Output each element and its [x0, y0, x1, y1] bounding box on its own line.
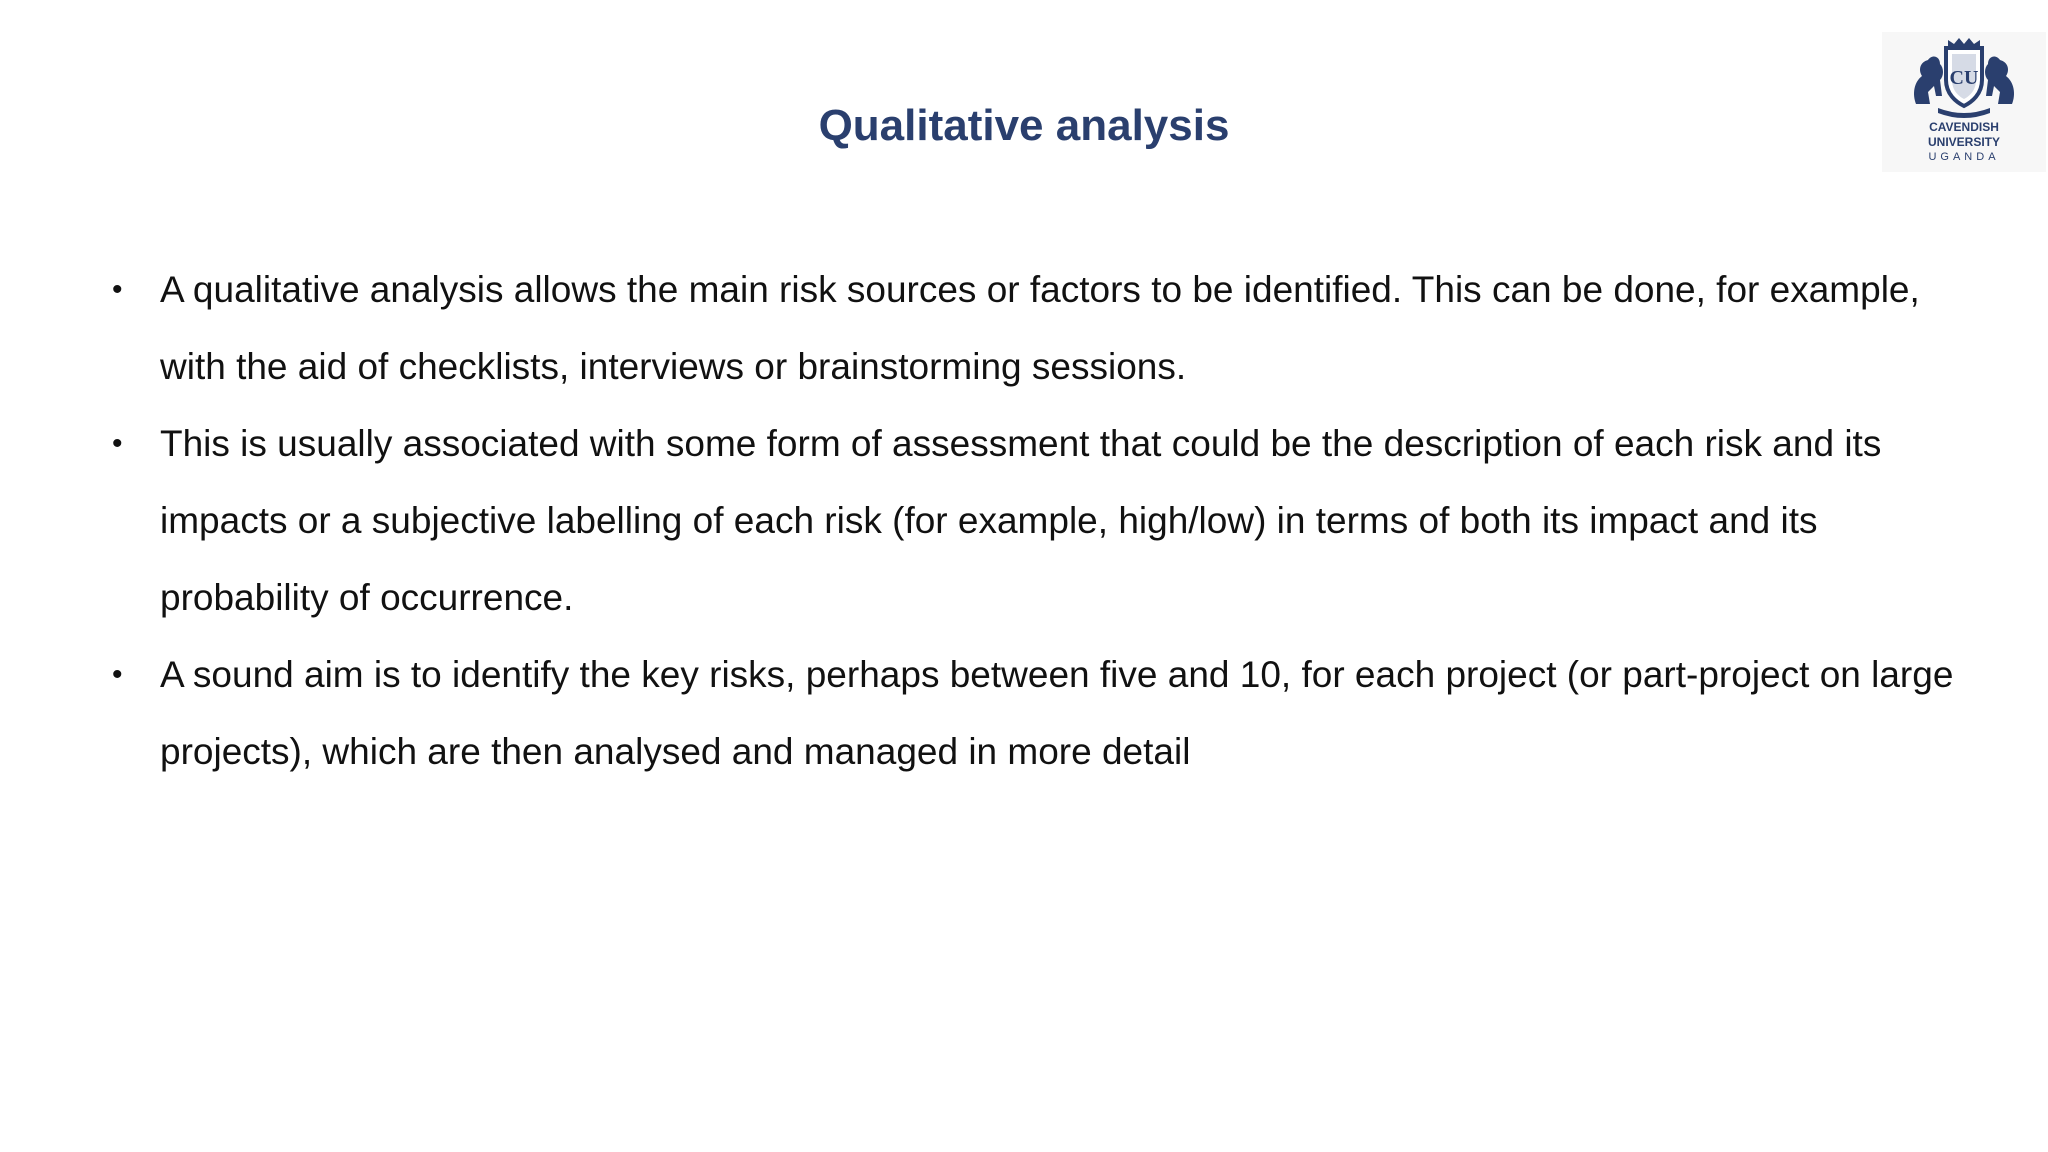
crest-icon — [1908, 34, 2020, 120]
bullet-text: A sound aim is to identify the key risks, perhaps between five and 10, for each project (or part-project on large projects), which are then analysed and managed in more detail — [160, 654, 1954, 772]
bullet-item — [112, 405, 1972, 636]
bullet-item — [112, 636, 1972, 790]
slide-title: Qualitative analysis — [818, 101, 1230, 150]
bullet-item — [112, 251, 1972, 405]
logo-line-uganda: UGANDA — [1928, 151, 2000, 163]
bullet-text: A qualitative analysis allows the main risk sources or factors to be identified. This can be done, for example, with the aid of checklists, interviews or brainstorming sessions. — [160, 269, 1920, 387]
bullet-icon: • — [112, 427, 123, 460]
crest-letters: CU — [1949, 67, 1979, 89]
bullet-list — [112, 251, 1972, 790]
bullet-icon: • — [112, 658, 123, 691]
bullet-text: This is usually associated with some form of assessment that could be the description of each risk and its impacts or a subjective labelling of each risk (for example, high/low) in terms of both its impact and its probability of occurrence. — [160, 423, 1882, 618]
logo-line-university: UNIVERSITY — [1927, 135, 2000, 149]
university-logo — [1882, 32, 2046, 172]
logo-line-cavendish: CAVENDISH — [1929, 120, 1999, 134]
bullet-icon: • — [112, 273, 123, 306]
